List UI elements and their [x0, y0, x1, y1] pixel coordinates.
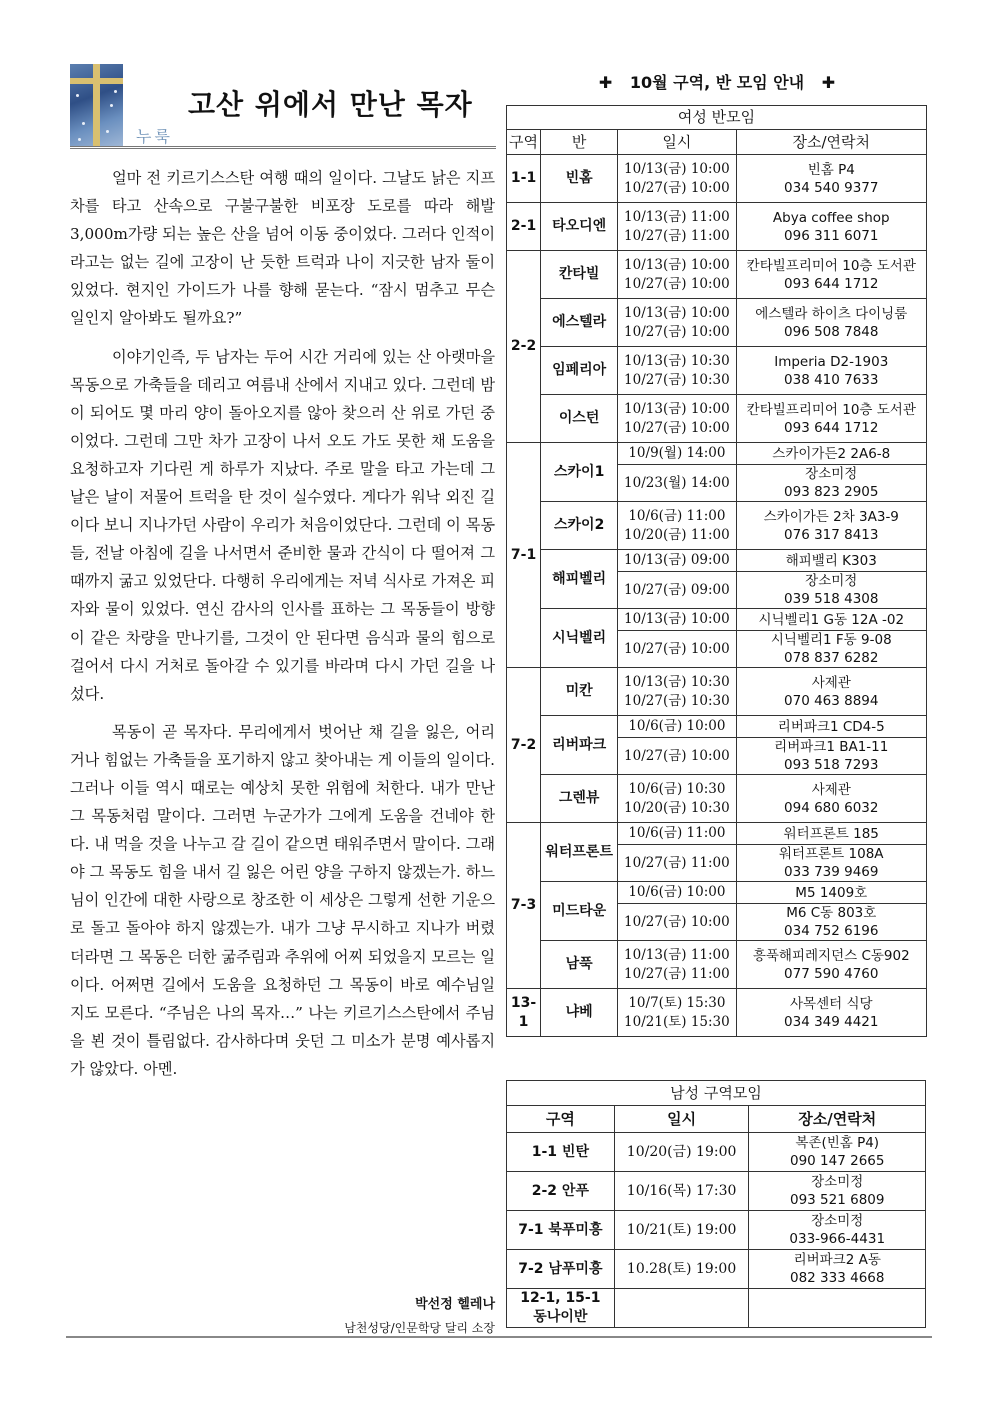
place-cell: 해피밸리 K303	[736, 550, 926, 572]
place-cell: 리버파크1 BA1-11 093 518 7293	[736, 738, 926, 775]
date-cell: 10/13(금) 09:00	[618, 550, 736, 572]
table-row	[507, 1250, 926, 1289]
date-cell: 10/6(금) 11:00 10/20(금) 11:00	[618, 502, 736, 550]
date-cell: 10/13(금) 10:00 10/27(금) 10:00	[618, 395, 736, 443]
date-cell: 10/6(금) 11:00	[618, 823, 736, 845]
women-meeting-table	[506, 105, 927, 1037]
author-name: 박선정 헬레나	[415, 1297, 495, 1312]
ban-cell: 미칸	[541, 668, 618, 716]
essay-body	[70, 164, 495, 1093]
column-header: 구역	[507, 1106, 615, 1133]
table-row	[507, 443, 927, 465]
area-cell: 7-2	[507, 668, 541, 823]
table-row	[507, 716, 927, 738]
area-cell: 7-1 북푸미흥	[507, 1211, 615, 1250]
table-row	[507, 1172, 926, 1211]
place-cell: 사제관 094 680 6032	[736, 775, 926, 823]
area-cell: 7-3	[507, 823, 541, 989]
area-cell: 1-1 빈탄	[507, 1133, 615, 1172]
schedule-title-text: 10월 구역, 반 모임 안내	[629, 73, 805, 92]
place-cell: 워터프론트 108A 033 739 9469	[736, 845, 926, 882]
place-cell: 장소미정 039 518 4308	[736, 572, 926, 609]
date-cell: 10/27(금) 09:00	[618, 572, 736, 609]
place-cell: 복존(빈홈 P4) 090 147 2665	[749, 1133, 926, 1172]
cross-icon: ✚	[821, 73, 836, 92]
area-cell: 12-1, 15-1 동나이반	[507, 1289, 615, 1328]
place-cell: 워터프론트 185	[736, 823, 926, 845]
date-cell: 10/13(금) 10:30 10/27(금) 10:30	[618, 347, 736, 395]
area-cell: 2-2 안푸	[507, 1172, 615, 1211]
essay-paragraph: 목동이 곧 목자다. 무리에게서 벗어난 채 길을 잃은, 어리거나 힘없는 가축들을 포기하지 않고 찾아내는 게 이들의 일이다. 그러나 이들 역시 때로는 예상치 못한 위험에 처한다. 내가 만난 그 목동처럼 말이다. 그러면 누군가가 그에게 도움을 건네야 한다. 내 먹을 것을 나누고 갈 길이 같으면 태워주면서 말이다. 그래야 그 목동도 힘을 내서 길 잃은 어린 양을 구하지 않겠는가. 하느님이 인간에 대한 사랑으로 창조한 이 세상은 그렇게 선한 기운으로 돌고 돌아야 하지 않겠는가. 내가 그냥 무시하고 지나가 버렸더라면 그 목동은 더한 굶주림과 추위에 어찌 되었을지 모르는 일이다. 어쩌면 길에서 도움을 요청하던 그 목동이 바로 예수님일 지도 모른다. “주님은 나의 목자…” 나는 키르기스스탄에서 주님을 뵌 것이 틀림없다. 감사하다며 웃던 그 미소가 분명 예사롭지가 않았다. 아멘.	[70, 722, 495, 1078]
area-cell: 13-1	[507, 989, 541, 1037]
area-cell: 2-2	[507, 251, 541, 443]
cross-logo-image	[70, 64, 123, 146]
footer-divider	[66, 1336, 932, 1338]
table-caption: 남성 구역모임	[507, 1081, 926, 1106]
table-row	[507, 941, 927, 989]
table-row	[507, 550, 927, 572]
date-cell: 10/13(금) 10:00 10/27(금) 10:00	[618, 155, 736, 203]
date-cell: 10/13(금) 10:00	[618, 609, 736, 631]
cross-icon: ✚	[598, 73, 613, 92]
ban-cell: 칸타빌	[541, 251, 618, 299]
column-header: 일시	[618, 130, 736, 155]
essay-paragraph: 이야기인즉, 두 남자는 두어 시간 거리에 있는 산 아랫마을 목동으로 가축들을 데리고 여름내 산에서 지내고 있다. 그런데 밤이 되어도 몇 마리 양이 돌아오지를 않아 찾으러 산 위로 가던 중이었다. 그런데 그만 차가 고장이 나서 오도 가도 못한 채 도움을 요청하고자 기다린 게 하루가 지났다. 주로 말을 타고 가는데 그날은 날이 저물어 트럭을 탄 것이 실수였다. 게다가 워낙 외진 길이다 보니 지나가던 사람이 우리가 처음이었단다. 그런데 이 목동들, 전날 아침에 길을 나서면서 준비한 물과 간식이 다 떨어져 그때까지 굶고 있었단다. 다행히 우리에게는 저녁 식사로 가져온 피자와 물이 있었다. 연신 감사의 인사를 표하는 그 목동들이 방향이 같은 차량을 만나기를, 그것이 안 된다면 음식과 물의 힘으로 걸어서 다시 거처로 돌아갈 수 있기를 바라며 다시 가던 길을 나섰다.	[70, 347, 495, 703]
place-cell	[749, 1289, 926, 1328]
title-divider	[70, 146, 496, 149]
date-cell: 10/20(금) 19:00	[614, 1133, 749, 1172]
place-cell: Imperia D2-1903 038 410 7633	[736, 347, 926, 395]
date-cell: 10/13(금) 11:00 10/27(금) 11:00	[618, 941, 736, 989]
date-cell: 10/21(토) 19:00	[614, 1211, 749, 1250]
ban-cell: 그렌뷰	[541, 775, 618, 823]
table-row	[507, 775, 927, 823]
area-cell: 7-2 남푸미흥	[507, 1250, 615, 1289]
ban-cell: 미드타운	[541, 882, 618, 941]
date-cell: 10/27(금) 10:00	[618, 904, 736, 941]
table-row	[507, 1133, 926, 1172]
table-row	[507, 1289, 926, 1328]
column-header: 구역	[507, 130, 541, 155]
ban-cell: 스카이1	[541, 443, 618, 502]
place-cell: 사제관 070 463 8894	[736, 668, 926, 716]
date-cell: 10/27(금) 11:00	[618, 845, 736, 882]
table-row	[507, 299, 927, 347]
table-row	[507, 347, 927, 395]
area-cell: 2-1	[507, 203, 541, 251]
date-cell: 10.28(토) 19:00	[614, 1250, 749, 1289]
place-cell: 흥푹해피레지던스 C동902 077 590 4760	[736, 941, 926, 989]
ban-cell: 시닉벨리	[541, 609, 618, 668]
place-cell: 장소미정 093 823 2905	[736, 465, 926, 502]
ban-cell: 타오디엔	[541, 203, 618, 251]
place-cell: 칸타빌프리미어 10층 도서관 093 644 1712	[736, 395, 926, 443]
table-row	[507, 882, 927, 904]
place-cell: 사목센터 식당 034 349 4421	[736, 989, 926, 1037]
column-header: 장소/연락처	[736, 130, 926, 155]
ban-cell: 워터프론트	[541, 823, 618, 882]
section-label: 누룩	[136, 127, 173, 146]
date-cell: 10/13(금) 10:30 10/27(금) 10:30	[618, 668, 736, 716]
place-cell: 스카이가든2 2A6-8	[736, 443, 926, 465]
place-cell: 에스텔라 하이츠 다이닝룸 096 508 7848	[736, 299, 926, 347]
ban-cell: 남푹	[541, 941, 618, 989]
date-cell: 10/6(금) 10:00	[618, 882, 736, 904]
ban-cell: 에스텔라	[541, 299, 618, 347]
place-cell: 리버파크1 CD4-5	[736, 716, 926, 738]
date-cell: 10/13(금) 10:00 10/27(금) 10:00	[618, 251, 736, 299]
table-row	[507, 668, 927, 716]
date-cell: 10/16(목) 17:30	[614, 1172, 749, 1211]
place-cell: 시닉벨리1 G동 12A -02	[736, 609, 926, 631]
date-cell	[614, 1289, 749, 1328]
ban-cell: 임페리아	[541, 347, 618, 395]
page-title: 고산 위에서 만난 목자	[188, 88, 473, 121]
table-row	[507, 1211, 926, 1250]
date-cell: 10/27(금) 10:00	[618, 631, 736, 668]
area-cell: 7-1	[507, 443, 541, 668]
place-cell: M6 C동 803호 034 752 6196	[736, 904, 926, 941]
date-cell: 10/27(금) 10:00	[618, 738, 736, 775]
date-cell: 10/23(월) 14:00	[618, 465, 736, 502]
date-cell: 10/13(금) 11:00 10/27(금) 11:00	[618, 203, 736, 251]
ban-cell: 스카이2	[541, 502, 618, 550]
column-header: 일시	[614, 1106, 749, 1133]
date-cell: 10/13(금) 10:00 10/27(금) 10:00	[618, 299, 736, 347]
schedule-title	[507, 70, 927, 93]
place-cell: 스카이가든 2차 3A3-9 076 317 8413	[736, 502, 926, 550]
author-affiliation: 남천성당/인문학당 달리 소장	[344, 1321, 495, 1335]
table-caption: 여성 반모임	[507, 106, 927, 130]
place-cell: 장소미정 033-966-4431	[749, 1211, 926, 1250]
table-row	[507, 203, 927, 251]
table-row	[507, 989, 927, 1037]
area-cell: 1-1	[507, 155, 541, 203]
ban-cell: 리버파크	[541, 716, 618, 775]
ban-cell: 해피벨리	[541, 550, 618, 609]
place-cell: 빈홈 P4 034 540 9377	[736, 155, 926, 203]
table-row	[507, 395, 927, 443]
place-cell: 칸타빌프리미어 10층 도서관 093 644 1712	[736, 251, 926, 299]
column-header: 장소/연락처	[749, 1106, 926, 1133]
date-cell: 10/7(토) 15:30 10/21(토) 15:30	[618, 989, 736, 1037]
column-header: 반	[541, 130, 618, 155]
ban-cell: 냐베	[541, 989, 618, 1037]
table-row	[507, 609, 927, 631]
table-row	[507, 823, 927, 845]
table-row	[507, 251, 927, 299]
place-cell: M5 1409호	[736, 882, 926, 904]
date-cell: 10/9(월) 14:00	[618, 443, 736, 465]
essay-paragraph: 얼마 전 키르기스스탄 여행 때의 일이다. 그날도 낡은 지프차를 타고 산속으로 구불구불한 비포장 도로를 따라 해발 3,000m가량 되는 높은 산을 넘어 이동 중이었다. 그러다 인적이라고는 없는 길에 고장이 난 듯한 트럭과 나이 지긋한 남자 둘이 있었다. 현지인 가이드가 나를 향해 묻는다. “잠시 멈추고 무슨 일인지 알아봐도 될까요?”	[70, 169, 495, 328]
date-cell: 10/6(금) 10:00	[618, 716, 736, 738]
ban-cell: 이스턴	[541, 395, 618, 443]
place-cell: 장소미정 093 521 6809	[749, 1172, 926, 1211]
place-cell: 시닉벨리1 F동 9-08 078 837 6282	[736, 631, 926, 668]
ban-cell: 빈홈	[541, 155, 618, 203]
table-row	[507, 502, 927, 550]
place-cell: Abya coffee shop 096 311 6071	[736, 203, 926, 251]
men-meeting-table	[506, 1080, 926, 1328]
date-cell: 10/6(금) 10:30 10/20(금) 10:30	[618, 775, 736, 823]
table-row	[507, 155, 927, 203]
place-cell: 리버파크2 A동 082 333 4668	[749, 1250, 926, 1289]
